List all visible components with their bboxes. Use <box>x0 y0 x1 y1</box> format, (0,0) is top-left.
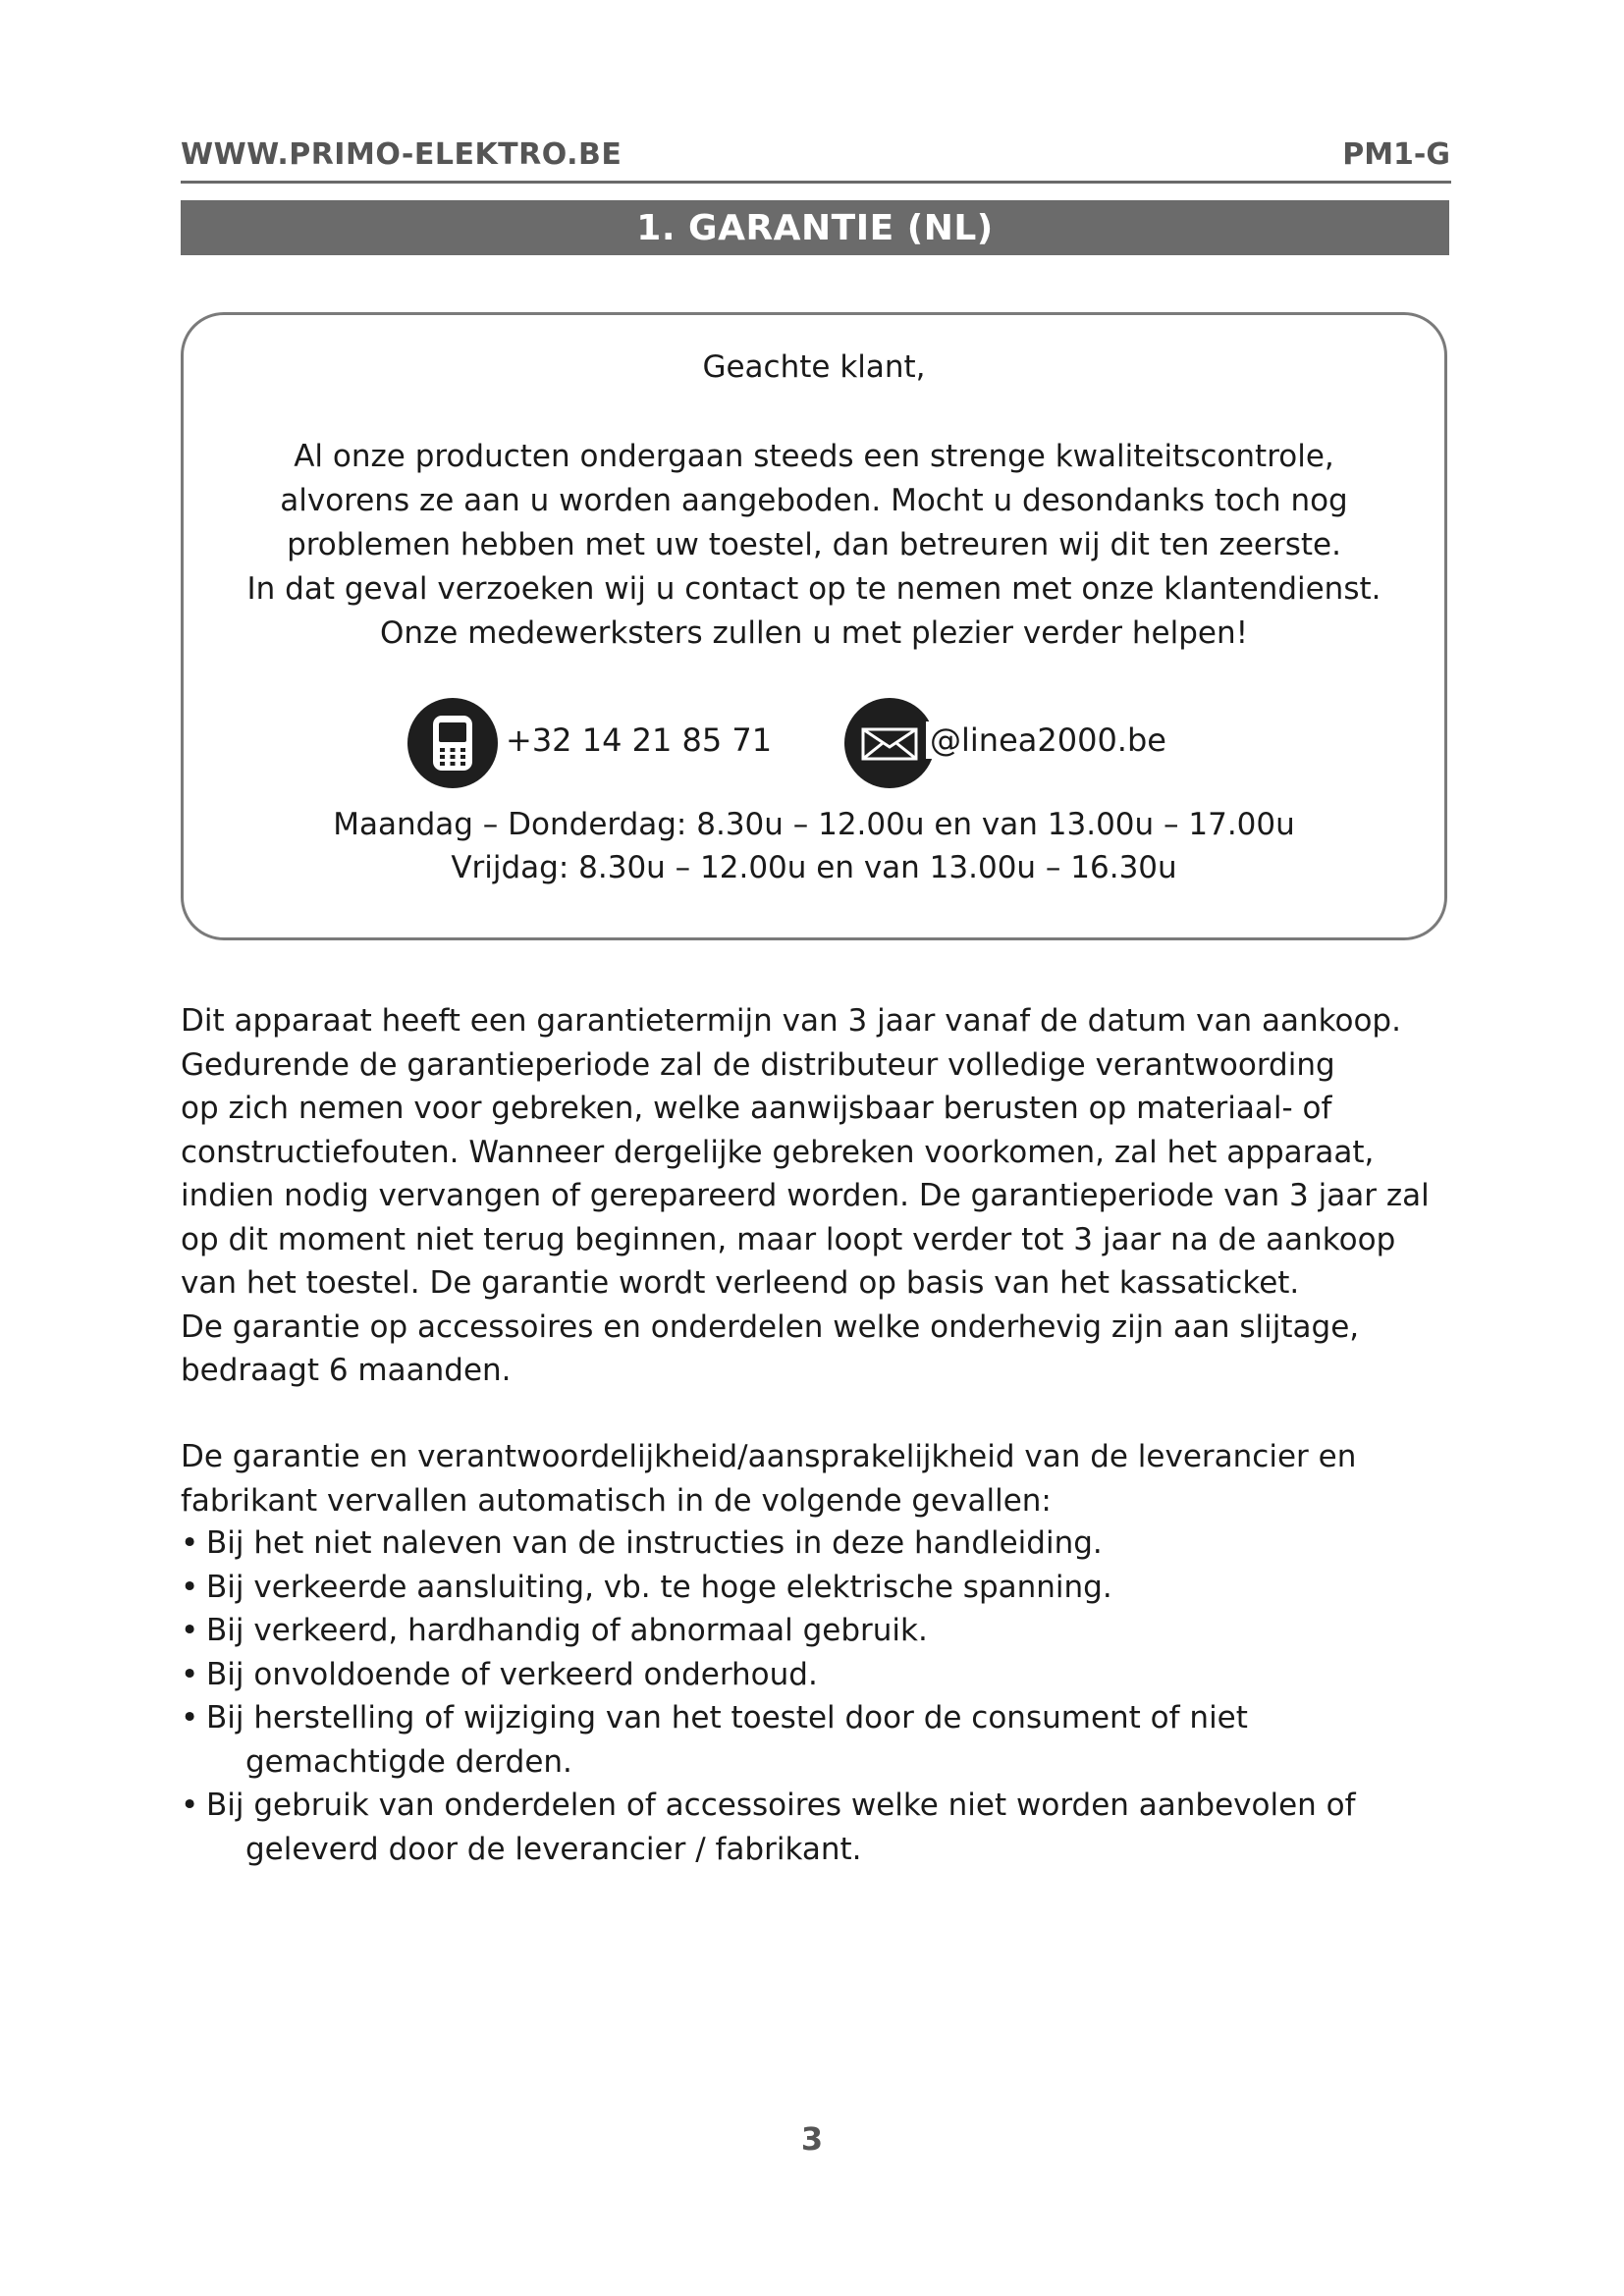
header-divider <box>181 181 1451 184</box>
model-number: PM1-G <box>1342 137 1450 172</box>
intro-line: Onze medewerksters zullen u met plezier verder helpen! <box>379 615 1249 651</box>
bullet: • <box>181 1569 199 1605</box>
condition-text: Bij verkeerde aansluiting, vb. te hoge elektrische spanning. <box>206 1569 1112 1605</box>
envelope-icon <box>844 698 935 788</box>
paragraph-line: fabrikant vervallen automatisch in de volgende gevallen: <box>181 1482 1052 1519</box>
bullet: • <box>181 1525 199 1561</box>
liability-intro <box>181 1435 1457 1522</box>
bullet: • <box>181 1700 199 1735</box>
list-item <box>181 1522 1457 1566</box>
greeting: Geachte klant, <box>702 349 926 385</box>
paragraph-line: constructiefouten. Wanneer dergelijke gebreken voorkomen, zal het apparaat, <box>181 1134 1375 1170</box>
intro-text <box>184 435 1444 656</box>
intro-line: problemen hebben met uw toestel, dan betreuren wij dit ten zeerste. <box>287 527 1341 562</box>
phone-icon <box>407 698 498 788</box>
paragraph-line: Dit apparaat heeft een garantietermijn van 3 jaar vanaf de datum van aankoop. <box>181 1003 1401 1039</box>
opening-hours <box>184 803 1444 889</box>
condition-text: Bij verkeerd, hardhandig of abnormaal gebruik. <box>206 1613 928 1648</box>
paragraph-line: op zich nemen voor gebreken, welke aanwijsbaar berusten op materiaal- of <box>181 1091 1332 1126</box>
condition-text: Bij herstelling of wijziging van het toestel door de consument of niet <box>206 1700 1248 1735</box>
condition-text: Bij gebruik van onderdelen of accessoires welke niet worden aanbevolen of <box>206 1788 1356 1823</box>
hours-friday: Vrijdag: 8.30u – 12.00u en van 13.00u – 16.30u <box>451 850 1177 885</box>
bullet: • <box>181 1613 199 1648</box>
paragraph-line: indien nodig vervangen of gerepareerd worden. De garantieperiode van 3 jaar zal <box>181 1178 1430 1213</box>
intro-line: In dat geval verzoeken wij u contact op te nemen met onze klantendienst. <box>246 571 1381 607</box>
intro-line: Al onze producten ondergaan steeds een strenge kwaliteitscontrole, <box>294 439 1334 474</box>
paragraph-line: van het toestel. De garantie wordt verleend op basis van het kassaticket. <box>181 1265 1300 1301</box>
bullet: • <box>181 1656 199 1692</box>
condition-text: Bij het niet naleven van de instructies in deze handleiding. <box>206 1525 1103 1561</box>
list-item <box>181 1696 1457 1784</box>
list-item <box>181 1566 1457 1610</box>
list-item <box>181 1609 1457 1653</box>
warranty-paragraph <box>181 999 1457 1393</box>
page-number: 3 <box>800 2120 824 2158</box>
paragraph-line: De garantie en verantwoordelijkheid/aansprakelijkheid van de leverancier en <box>181 1439 1357 1474</box>
condition-text: Bij onvoldoende of verkeerd onderhoud. <box>206 1656 818 1692</box>
bullet: • <box>181 1788 199 1823</box>
condition-text-continued: gemachtigde derden. <box>245 1743 572 1780</box>
phone-number: +32 14 21 85 71 <box>506 721 773 759</box>
list-item <box>181 1784 1457 1871</box>
list-item <box>181 1653 1457 1697</box>
website-url: WWW.PRIMO-ELEKTRO.BE <box>181 137 623 172</box>
customer-notice-box <box>181 312 1447 940</box>
paragraph-line: bedraagt 6 maanden. <box>181 1353 512 1388</box>
paragraph-line: op dit moment niet terug beginnen, maar loopt verder tot 3 jaar na de aankoop <box>181 1221 1396 1257</box>
void-conditions-list <box>181 1522 1457 1871</box>
email-address: @linea2000.be <box>926 721 1166 759</box>
hours-weekdays: Maandag – Donderdag: 8.30u – 12.00u en van 13.00u – 17.00u <box>333 807 1295 842</box>
paragraph-line: De garantie op accessoires en onderdelen welke onderhevig zijn aan slijtage, <box>181 1308 1360 1345</box>
intro-line: alvorens ze aan u worden aangeboden. Mocht u desondanks toch nog <box>280 483 1348 518</box>
condition-text-continued: geleverd door de leverancier / fabrikant. <box>245 1831 862 1867</box>
section-title: 1. GARANTIE (NL) <box>181 200 1449 255</box>
contact-row <box>184 698 1444 786</box>
paragraph-line: Gedurende de garantieperiode zal de distributeur volledige verantwoording <box>181 1046 1335 1083</box>
